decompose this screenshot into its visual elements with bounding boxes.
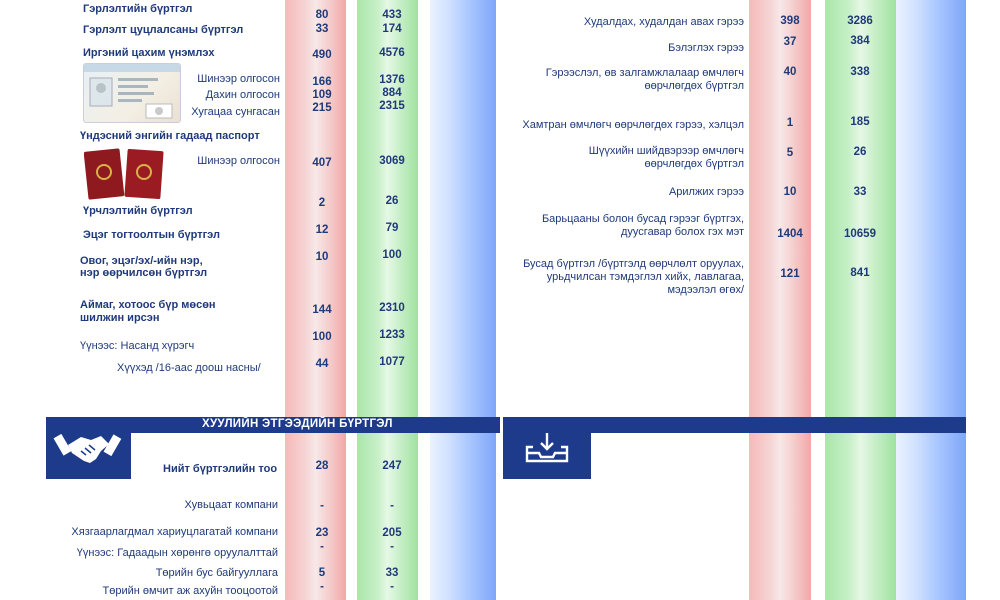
row-label: Үүнээс: Гадаадын хөрөнгө оруулалттай [76,547,278,559]
value-cell: 5 [786,147,794,159]
value-cell: 433 [382,9,402,21]
row-label: Арилжих гэрээ [668,186,744,198]
row-label: Барьцааны болон бусад гэрээг бүртгэх, [541,213,744,225]
value-cell: 100 [312,331,332,343]
id-card-image [83,63,181,123]
row-label: Үндэсний энгийн гадаад паспорт [80,130,260,142]
row-label: Төрийн бус байгууллага [155,567,278,579]
row-label: Үүнээс: Насанд хүрэгч [80,340,195,352]
value-cell: 174 [382,23,402,35]
column-blue-right [896,0,966,600]
row-label: Хувьцаат компани [184,499,278,511]
row-label: Гэрлэлтийн бүртгэл [83,3,193,15]
value-cell: 79 [385,222,399,234]
value-cell: 1 [786,117,794,129]
handshake-icon [46,417,131,479]
value-cell: - [320,500,324,512]
value-cell: 121 [780,268,800,280]
value-cell: 384 [850,35,870,47]
value-cell: 338 [850,66,870,78]
row-label: Төрийн өмчит аж ахуйн тооцоотой [102,585,278,597]
value-cell: 3286 [847,15,873,27]
row-label: Үрчлэлтийн бүртгэл [83,205,193,217]
value-cell: 33 [853,186,867,198]
column-red-right [749,0,811,600]
row-label: Овог, эцэг/эх/-ийн нэр, [80,255,203,267]
value-cell: 398 [780,15,800,27]
row-label: өөрчлөгдөх бүртгэл [644,158,744,170]
value-cell: - [390,541,394,553]
row-label: Эцэг тогтоолтын бүртгэл [83,229,220,241]
value-cell: 205 [382,527,402,539]
row-label: урьдчилсан тэмдэглэл хийх, лавлагаа, [546,271,744,283]
value-cell: 44 [315,358,329,370]
value-cell: 215 [312,102,332,114]
value-cell: 33 [315,23,329,35]
inbox-download-icon [503,417,591,479]
value-cell: 100 [382,249,402,261]
value-cell: 185 [850,116,870,128]
value-cell: - [390,500,394,512]
value-cell: 5 [318,567,326,579]
value-cell: 26 [385,195,399,207]
row-label: дуусгавар болох гэх мэт [621,226,744,238]
column-green-right [825,0,896,600]
value-cell: 33 [385,567,399,579]
row-label: нэр өөрчилсөн бүртгэл [80,267,208,279]
value-cell: 10659 [844,228,876,240]
row-label: Худалдах, худалдан авах гэрээ [583,16,744,28]
row-label: Иргэний цахим үнэмлэх [83,47,215,59]
value-cell: 10 [783,186,797,198]
row-label: шилжин ирсэн [80,312,160,324]
value-cell: 37 [783,36,797,48]
value-cell: - [390,581,394,593]
value-cell: 80 [315,9,329,21]
value-cell: 40 [783,66,797,78]
row-label: Хугацаа сунгасан [191,106,280,118]
value-cell: 23 [315,527,329,539]
value-cell: 1077 [379,356,405,368]
column-blue-left [430,0,496,600]
value-cell: 10 [315,251,329,263]
value-cell: 884 [382,87,402,99]
value-cell: 407 [312,157,332,169]
value-cell: 3069 [379,155,405,167]
row-label: Хамтран өмчлөгч өөрчлөгдөх гэрээ, хэлцэл [522,119,744,131]
value-cell: 12 [315,224,329,236]
value-cell: - [320,541,324,553]
row-label: Бэлэглэх гэрээ [668,42,744,54]
legal-section-title: ХУУЛИЙН ЭТГЭЭДИЙН БҮРТГЭЛ [202,418,393,430]
value-cell: 2315 [379,100,405,112]
row-label: Хязгаарлагдмал хариуцлагатай компани [71,526,278,538]
value-cell: 841 [850,267,870,279]
value-cell: 2 [318,197,326,209]
row-label: Аймаг, хотоос бүр мөсөн [80,299,216,311]
row-label: Нийт бүртгэлийн тоо [163,463,278,475]
value-cell: - [320,581,324,593]
value-cell: 4576 [379,47,405,59]
row-label: Дахин олгосон [205,89,280,101]
value-cell: 28 [315,460,329,472]
value-cell: 144 [312,304,332,316]
row-label: Гэрлэлт цуцлалсаны бүртгэл [83,24,244,36]
value-cell: 1233 [379,329,405,341]
value-cell: 490 [312,49,332,61]
row-label: Хүүхэд /16-аас доош насны/ [117,362,261,374]
value-cell: 247 [382,460,402,472]
value-cell: 1404 [777,228,803,240]
row-label: мэдээлэл өгөх/ [667,284,744,296]
value-cell: 109 [312,89,332,101]
row-label: Гэрээслэл, өв залгамжлалаар өмчлөгч [545,67,744,79]
row-label: Шинээр олгосон [197,155,280,167]
value-cell: 2310 [379,302,405,314]
row-label: Бусад бүртгэл /бүртгэлд өөрчлөлт оруулах, [523,258,744,270]
row-label: өөрчлөгдөх бүртгэл [644,80,744,92]
value-cell: 166 [312,76,332,88]
row-label: Шүүхийн шийдвэрээр өмчлөгч [588,145,744,157]
passport-image [84,148,166,200]
value-cell: 26 [853,146,867,158]
row-label: Шинээр олгосон [197,73,280,85]
value-cell: 1376 [379,74,405,86]
